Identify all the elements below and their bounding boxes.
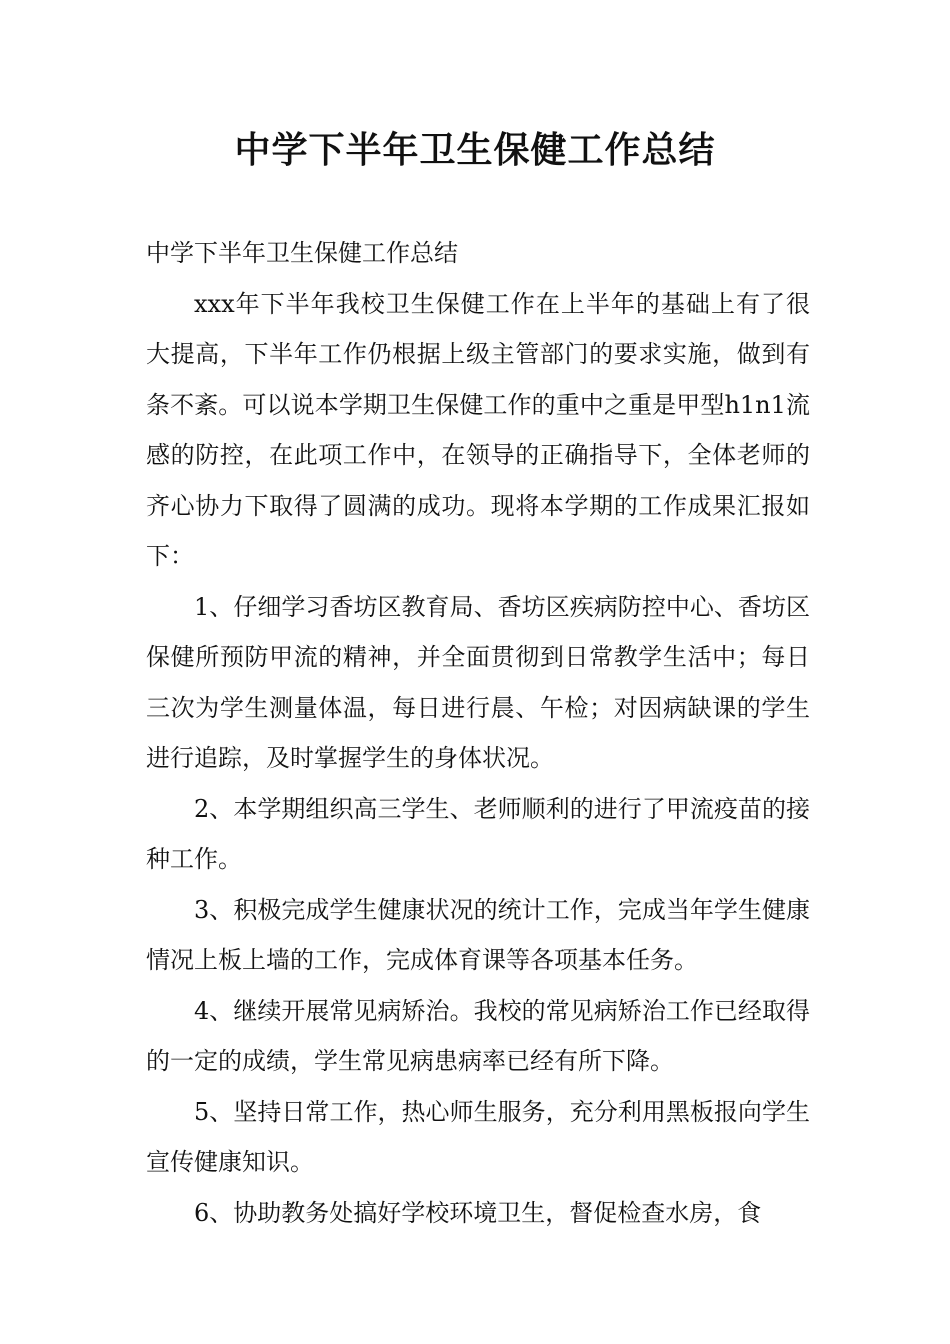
item-paragraph-4: 4、继续开展常见病矫治。我校的常见病矫治工作已经取得的一定的成绩，学生常见病患病率已经有所下降。: [146, 996, 810, 1075]
item-paragraph-5: 5、坚持日常工作，热心师生服务，充分利用黑板报向学生宣传健康知识。: [146, 1097, 810, 1176]
item-paragraph-6: 6、协助教务处搞好学校环境卫生，督促检查水房，食: [194, 1198, 762, 1227]
item-paragraph-1: 1、仔细学习香坊区教育局、香坊区疾病防控中心、香坊区保健所预防甲流的精神，并全面贯彻到日常教学生活中；每日三次为学生测量体温，每日进行晨、午检；对因病缺课的学生进行追踪，及时掌握学生的身体状况。: [146, 592, 810, 772]
item-paragraph-2: 2、本学期组织高三学生、老师顺利的进行了甲流疫苗的接种工作。: [146, 794, 810, 873]
subtitle-paragraph: 中学下半年卫生保健工作总结: [146, 239, 458, 267]
intro-paragraph: xxx年下半年我校卫生保健工作在上半年的基础上有了很大提高，下半年工作仍根据上级主管部门的要求实施，做到有条不紊。可以说本学期卫生保健工作的重中之重是甲型h1n1流感的防控，在此项工作中，在领导的正确指导下，全体老师的齐心协力下取得了圆满的成功。现将本学期的工作成果汇报如下：: [146, 289, 810, 570]
document-body: [146, 228, 810, 1238]
document-title: 中学下半年卫生保健工作总结: [234, 129, 716, 171]
item-paragraph-3: 3、积极完成学生健康状况的统计工作，完成当年学生健康情况上板上墙的工作，完成体育课等各项基本任务。: [146, 895, 810, 974]
